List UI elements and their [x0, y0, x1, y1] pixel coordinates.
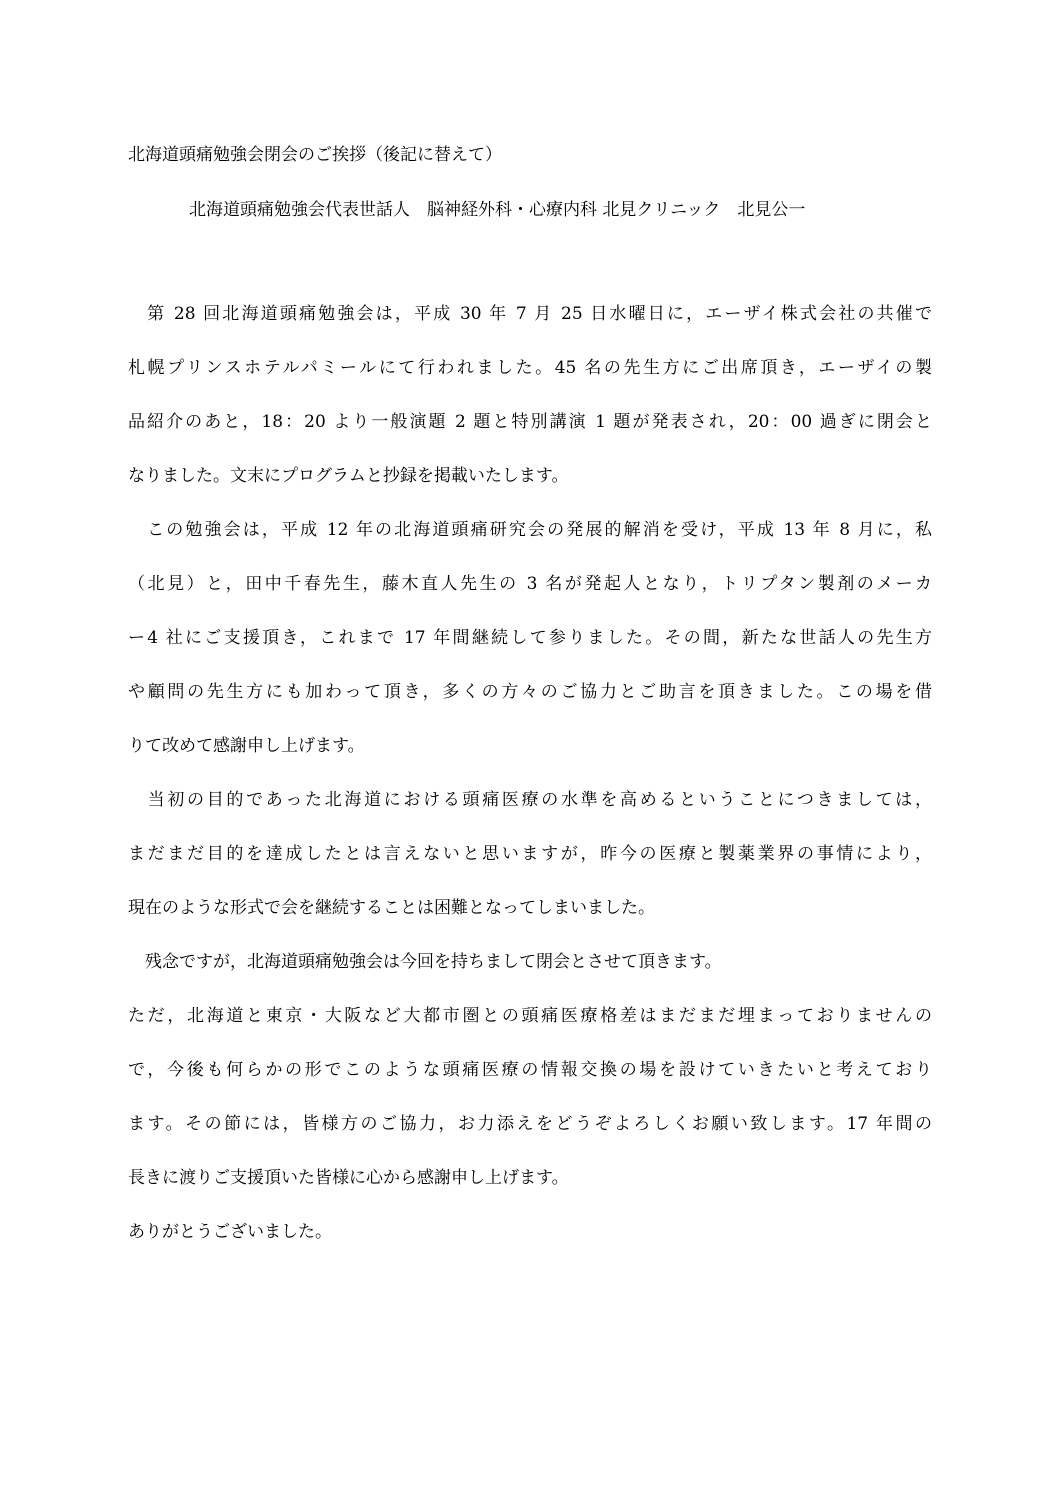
- body-line: 札幌プリンスホテルパミールにて行われました。45 名の先生方にご出席頂き，エーザイの製: [128, 358, 932, 378]
- body-line: や顧問の先生方にも加わって頂き，多くの方々のご協力とご助言を頂きました。この場を借: [128, 682, 932, 702]
- body-line: 残念ですが，北海道頭痛勉強会は今回を持ちまして閉会とさせて頂きます。: [128, 952, 722, 972]
- body-line: 現在のような形式で会を継続することは困難となってしまいました。: [128, 898, 655, 918]
- body-line: ます。その節には，皆様方のご協力，お力添えをどうぞよろしくお願い致します。17 年間の: [128, 1114, 932, 1134]
- body-line: りて改めて感謝申し上げます。: [128, 736, 365, 756]
- body-line: 当初の目的であった北海道における頭痛医療の水準を高めるということにつきましては，: [128, 790, 932, 810]
- body-line: で，今後も何らかの形でこのような頭痛医療の情報交換の場を設けていきたいと考えており: [128, 1060, 932, 1080]
- body-line: ただ，北海道と東京・大阪など大都市圏との頭痛医療格差はまだまだ埋まっておりませんの: [128, 1006, 932, 1026]
- body-line: 第 28 回北海道頭痛勉強会は，平成 30 年 7 月 25 日水曜日に，エーザイ株式会社の共催で: [128, 304, 932, 324]
- body-line: ありがとうございました。: [128, 1222, 332, 1242]
- document-body: [128, 302, 932, 1274]
- body-line: この勉強会は，平成 12 年の北海道頭痛研究会の発展的解消を受け，平成 13 年 8 月に，私: [128, 520, 932, 540]
- body-line: （北見）と，田中千春先生，藤木直人先生の 3 名が発起人となり，トリプタン製剤のメーカ: [128, 574, 932, 594]
- body-line: 長きに渡りご支援頂いた皆様に心から感謝申し上げます。: [128, 1168, 569, 1188]
- body-line: なりました。文末にプログラムと抄録を掲載いたします。: [128, 466, 569, 486]
- document-title: 北海道頭痛勉強会閉会のご挨拶（後記に替えて）: [128, 145, 502, 165]
- body-line: まだまだ目的を達成したとは言えないと思いますが，昨今の医療と製薬業界の事情により，: [128, 844, 932, 864]
- author-line: 北海道頭痛勉強会代表世話人 脳神経外科・心療内科 北見クリニック 北見公一: [189, 200, 806, 220]
- body-line: ー4 社にご支援頂き，これまで 17 年間継続して参りました。その間，新たな世話人の先生方: [128, 628, 932, 648]
- body-line: 品紹介のあと，18：20 より一般演題 2 題と特別講演 1 題が発表され，20：00 過ぎに閉会と: [128, 412, 932, 432]
